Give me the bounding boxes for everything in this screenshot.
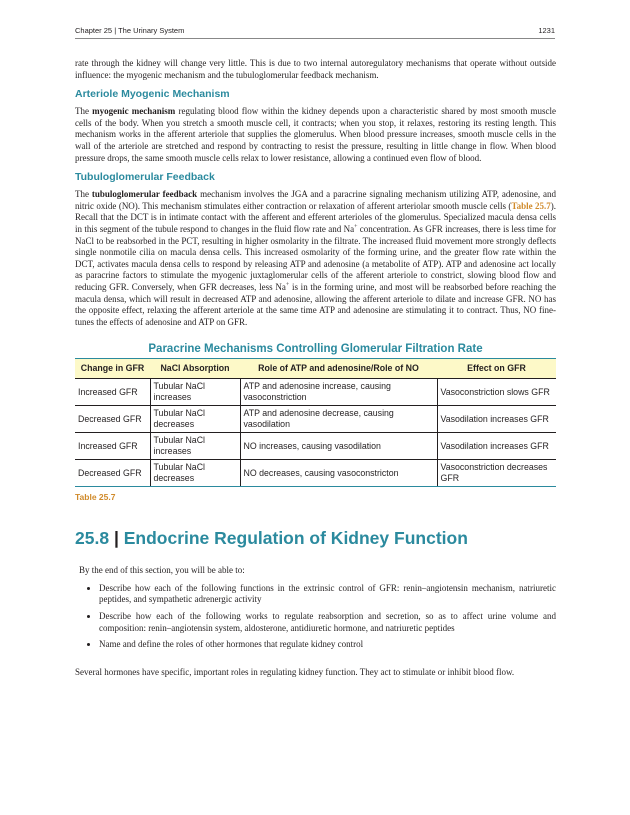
table-cell: Vasoconstriction slows GFR: [437, 379, 556, 406]
table-cell: Increased GFR: [75, 379, 150, 406]
table-cell: Vasodilation increases GFR: [437, 406, 556, 433]
table-row: [75, 379, 556, 406]
table-row: [75, 406, 556, 433]
objectives-intro: By the end of this section, you will be able to:: [79, 565, 245, 576]
table-cell: Tubular NaCl decreases: [150, 406, 240, 433]
column-header: Effect on GFR: [437, 359, 556, 379]
list-item: • Describe how each of the following works to regulate reabsorption and secretion, so as to affect urine volume and composition: renin–angiotensin system, aldosterone, antidiuretic hormone, and natriuretic peptides: [99, 611, 556, 634]
table-reference-link[interactable]: Table 25.7: [511, 200, 551, 211]
table-cell: NO decreases, causing vasoconstricton: [240, 460, 437, 487]
paracrine-table: [75, 358, 556, 487]
table-caption: Table 25.7: [75, 492, 116, 503]
tubuloglomerular-heading: Tubuloglomerular Feedback: [75, 171, 215, 184]
table-cell: NO increases, causing vasodilation: [240, 433, 437, 460]
table-cell: Vasodilation increases GFR: [437, 433, 556, 460]
myogenic-paragraph: The myogenic mechanism regulating blood flow within the kidney depends upon a characteristic shared by most smooth muscle cells of the body. When you stretch a smooth muscle cell, it contracts; when you stop, it relaxes, restoring its resting length. This mechanism works in the afferent arteriole that supplies the glomerulus. When blood pressure increases, smooth muscle cells in the wall of the arteriole are stretched and respond by contracting to resist the pressure, resulting in little change in flow. When blood pressure drops, the same smooth muscle cells relax to lower resistance, allowing a continued even flow of blood.: [75, 106, 557, 163]
table-cell: Tubular NaCl increases: [150, 379, 240, 406]
running-header: [75, 26, 555, 35]
myogenic-heading: Arteriole Myogenic Mechanism: [75, 88, 230, 101]
section-number: 25.8: [75, 528, 110, 549]
chapter-title: Chapter 25 | The Urinary System: [75, 26, 185, 35]
term-tubuloglomerular: tubuloglomerular feedback: [91, 189, 198, 200]
column-header: NaCl Absorption: [150, 359, 240, 379]
section-heading: [75, 528, 556, 549]
list-item: • Describe how each of the following functions in the extrinsic control of GFR: renin–angiotensin mechanism, natriuretic peptides, and sympathetic adrenergic activity: [99, 583, 556, 606]
intro-paragraph: rate through the kidney will change very little. This is due to two internal autoregulatory mechanisms that operate without outside influence: the myogenic mechanism and the tubuloglomerular feedback mechanism.: [75, 58, 556, 80]
table-cell: ATP and adenosine increase, causing vasoconstriction: [240, 379, 437, 406]
column-header: Role of ATP and adenosine/Role of NO: [240, 359, 437, 379]
table-header-row: [75, 359, 556, 379]
table-cell: Tubular NaCl decreases: [150, 460, 240, 487]
header-rule: [75, 38, 555, 39]
table-row: [75, 460, 556, 487]
content: [75, 58, 556, 678]
table-cell: Decreased GFR: [75, 460, 150, 487]
table-cell: ATP and adenosine decrease, causing vasodilation: [240, 406, 437, 433]
column-header: Change in GFR: [75, 359, 150, 379]
table-cell: Tubular NaCl increases: [150, 433, 240, 460]
term-myogenic: myogenic mechanism: [92, 106, 176, 117]
section-separator: |: [113, 528, 119, 549]
learning-objectives: [75, 565, 556, 651]
table-cell: Increased GFR: [75, 433, 150, 460]
tubuloglomerular-paragraph: The tubuloglomerular feedback mechanism involves the JGA and a paracrine signaling mechanism utilizing ATP, adenosine, and nitric oxide (NO). This mechanism stimulates either contraction or relaxation of afferent arteriolar smooth muscle cells (Table 25.7). Recall that the DCT is in intimate contact with the afferent and efferent arterioles of the glomerulus. Specialized macula densa cells in this segment of the tubule respond to changes in the fluid flow rate and Na+ concentration. As GFR increases, there is less time for NaCl to be reabsorbed in the PCT, resulting in higher osmolarity in the filtrate. The increased fluid movement more strongly deflects single nonmotile cilia on macula densa cells. This increased osmolarity of the forming urine, and the greater flow rate within the DCT, activates macula densa cells to respond by releasing ATP and adenosine (a metabolite of ATP). ATP and adenosine act locally as paracrine factors to stimulate the myogenic juxtaglomerular cells of the afferent arteriole to constrict, slowing blood flow and reducing GFR. Conversely, when GFR decreases, less Na+ is in the forming urine, and most will be reabsorbed before reaching the macula densa, which will result in decreased ATP and adenosine, allowing the afferent arteriole to dilate and increase GFR. NO has the opposite effect, relaxing the afferent arteriole at the same time ATP and adenosine are stimulating it to contract. Thus, NO fine-tunes the effects of adenosine and ATP on GFR.: [75, 189, 557, 327]
list-item: • Name and define the roles of other hormones that regulate kidney control: [99, 639, 556, 651]
table-title: Paracrine Mechanisms Controlling Glomerular Filtration Rate: [148, 343, 483, 356]
table-row: [75, 433, 556, 460]
table-cell: Vasoconstriction decreases GFR: [437, 460, 556, 487]
section-title: Endocrine Regulation of Kidney Function: [123, 528, 468, 549]
closing-paragraph: Several hormones have specific, important roles in regulating kidney function. They act to stimulate or inhibit blood flow.: [75, 666, 515, 677]
page-number: 1231: [538, 26, 555, 35]
objectives-list: [79, 583, 556, 651]
table-cell: Decreased GFR: [75, 406, 150, 433]
